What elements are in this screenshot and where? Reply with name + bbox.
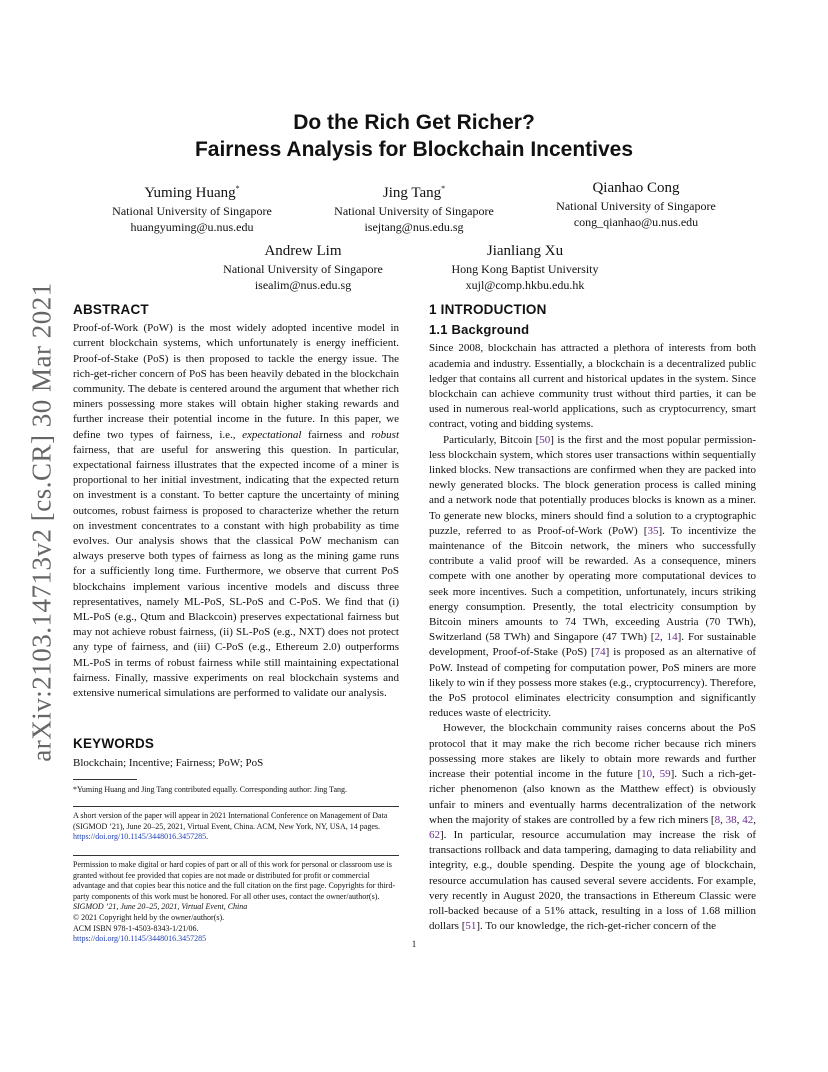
author-email: isejtang@nus.edu.sg bbox=[364, 220, 464, 234]
citation-link[interactable]: 8 bbox=[714, 813, 721, 826]
abstract-heading: ABSTRACT bbox=[73, 302, 149, 317]
citation-link[interactable]: 42 bbox=[742, 813, 754, 826]
abstract-text: Proof-of-Work (PoW) is the most widely adopted incentive model in current blockchain systems, which unfortunately is energy inefficient. Proof-of-Stake (PoS) is then proposed to tackle the energy issue. The rich-get-richer concern of PoS has been heavily debated in the blockchain community. The debate is centered around the argument that whether rich miners possessing more stakes will obtain higher staking rewards and further increase their potential income in the future. In this paper, we define two types of fairness, i.e., expectational fairness and robust fairness, that are useful for answering this question. In particular, expectational fairness illustrates that the expected income of a miner is proportional to her initial investment, indicating that the expected return on investment is a constant. To better capture the uncertainty of mining outcomes, robust fairness is proposed to characterize whether the return on investment concentrates to a constant with high probability as time evolves. Our analysis shows that the classical PoW mechanism can always preserve both types of fairness as long as the mining game runs for a sufficiently long time. Furthermore, we observe that current PoS blockchains implement various incentive models and discuss three representatives, namely ML-PoS, SL-PoS and C-PoS. We find that (i) ML-PoS (e.g., Qtum and Blackcoin) preserves expectational fairness but may not achieve robust fairness, (ii) SL-PoS (e.g., NXT) does not protect any type of fairness, and (iii) C-PoS (e.g., Ethereum 2.0) outperforms ML-PoS in terms of robust fairness while still maintaining expectational fairness. Finally, massive experiments on real blockchain systems and extensive numerical simulations are performed to validate our analysis. bbox=[73, 322, 400, 700]
divider bbox=[73, 806, 399, 807]
author-affiliation: Hong Kong Baptist University bbox=[451, 262, 599, 276]
author-affiliation: National University of Singapore bbox=[556, 199, 716, 213]
equal-contribution-mark: * bbox=[441, 184, 446, 193]
author-email: isealim@nus.edu.sg bbox=[254, 278, 352, 292]
author-name: Qianhao Cong bbox=[592, 180, 680, 196]
arxiv-sidebar bbox=[22, 282, 62, 762]
citation-link[interactable]: 38 bbox=[725, 813, 737, 826]
left-column bbox=[73, 302, 399, 701]
venue-line: SIGMOD ’21, June 20–25, 2021, Virtual Event, China bbox=[73, 902, 248, 912]
paper-title-line1: Do the Rich Get Richer? bbox=[293, 111, 535, 134]
keywords-heading: KEYWORDS bbox=[73, 736, 155, 751]
doi-link[interactable]: https://doi.org/10.1145/3448016.3457285 bbox=[73, 934, 207, 944]
author-name: Yuming Huang bbox=[144, 185, 236, 201]
author-affiliation: National University of Singapore bbox=[334, 204, 494, 218]
citation-link[interactable]: 62 bbox=[429, 828, 440, 841]
short-version-note: A short version of the paper will appear in 2021 International Conference on Management of Data (SIGMOD ’21), June 20–25, 2021, Virtual Event, China. ACM, New York, NY, USA, 14 pages. https://doi.org/10.1145/3448016.3457285. bbox=[73, 811, 388, 842]
copyright-line: © 2021 Copyright held by the owner/author(s). bbox=[73, 912, 225, 922]
arxiv-identifier: arXiv:2103.14713v2 [cs.CR] 30 Mar 2021 bbox=[26, 282, 57, 762]
citation-link[interactable]: 50 bbox=[539, 433, 551, 446]
intro-paragraph: However, the blockchain community raises concerns about the PoS protocol that it may make the rich become richer because rich miners possessing more stakes are likely to obtain more rewards and further increase their potential income in the future [10, 59]. Such a rich-get-richer phenomenon (also known as the Matthew effect) is obviously unfair to miners and eventually harms decentralization of the network when the majority of stakes are controlled by a few rich miners [8, 38, 42, 62]. In particular, resource accumulation may increase the risk of transactions rollback and data tampering, damaging to data reliability and integrity, e.g., double spending. Despite the young age of blockchain, resource accumulation has caused several severe accidents. For example, very recently in August 2020, the transactions in Ethereum Classic were roll-backed because of a 51% attack, resulting in a loss of 1.68 million dollars [51]. To our knowledge, the rich-get-richer concern of the bbox=[429, 722, 757, 933]
intro-paragraph: Since 2008, blockchain has attracted a plethora of interests from both academia and industry. Essentially, a blockchain is a decentralized public ledger that contains all current and historical updates in the system. Since blockchain can achieve community trust without third parties, it can be used in numerous real-world applications, such as cryptocurrency, smart contract, voting and bidding systems. bbox=[429, 342, 756, 431]
doi-link[interactable]: https://doi.org/10.1145/3448016.3457285 bbox=[73, 832, 207, 842]
right-column bbox=[429, 302, 756, 934]
permission-notice: Permission to make digital or hard copies of part or all of this work for personal or classroom use is granted without fee provided that copies are not made or distributed for profit or commercial advantage and that copies bear this notice and the full citation on the first page. Copyrights for third-party components of this work must be honored. For all other uses, contact the owner/author(s). SIGMOD ’21, June 20–25, 2021, Virtual Event, China © 2021 Copyright held by the owner/author(s). ACM ISBN 978-1-4503-8343-1/21/06. https://doi.org/10.1145/3448016.3457285 bbox=[73, 860, 399, 945]
author-name: Jianliang Xu bbox=[486, 243, 564, 259]
citation-link[interactable]: 14 bbox=[666, 631, 678, 644]
author-block bbox=[82, 179, 302, 235]
introduction-heading: 1 INTRODUCTION bbox=[429, 302, 547, 317]
paper-title-line2: Fairness Analysis for Blockchain Incentives bbox=[194, 138, 634, 161]
page-number: 1 bbox=[411, 939, 417, 949]
keywords-list: Blockchain; Incentive; Fairness; PoW; PoS bbox=[73, 757, 264, 769]
equal-contribution-footnote: *Yuming Huang and Jing Tang contributed equally. Corresponding author: Jing Tang. bbox=[73, 785, 348, 794]
equal-contribution-mark: * bbox=[235, 184, 240, 193]
author-block bbox=[193, 242, 413, 293]
citation-link[interactable]: 35 bbox=[647, 524, 659, 537]
author-block bbox=[304, 179, 524, 235]
author-block bbox=[526, 179, 746, 230]
author-affiliation: National University of Singapore bbox=[112, 204, 272, 218]
author-name: Jing Tang bbox=[382, 185, 442, 201]
background-heading: 1.1 Background bbox=[429, 322, 530, 338]
divider bbox=[73, 855, 399, 856]
citation-link[interactable]: 51 bbox=[465, 920, 477, 933]
author-email: cong_qianhao@u.nus.edu bbox=[573, 215, 699, 229]
intro-paragraph: Particularly, Bitcoin [50] is the first and the most popular permission-less blockchain system, which stores user transactions within sequentially linked blocks. New transactions are confirmed when they are packed into newly generated blocks. The block generation process is called mining and a network node that potentially produces blocks is known as a miner. To generate new blocks, miners should find a solution to a cryptographic puzzle, referred to as Proof-of-Work (PoW) [35]. To incentivize the maintenance of the Bitcoin network, the miners who successfully contribute a valid proof will be rewarded. As a consequence, miners compete with one another by operating more computational devices to seek more incentives. Such a competition, unfortunately, incurs striking energy consumption. Presently, the total electricity consumption by Bitcoin miners amounts to 74 TWh, exceeding Austria (70 TWh), Switzerland (58 TWh) and Singapore (47 TWh) [2, 14]. For sustainable development, Proof-of-Stake (PoS) [74] is proposed as an alternative of PoW. Instead of competing for computation power, PoS miners are more likely to win if they possess more stakes (e.g., cryptocurrency). Therefore, the PoS protocol eliminates electricity consumption and significantly reduces waste of electricity. bbox=[429, 433, 757, 720]
author-email: huangyuming@u.nus.edu bbox=[130, 220, 254, 234]
author-block bbox=[415, 242, 635, 293]
citation-link[interactable]: 59 bbox=[659, 768, 671, 781]
citation-link[interactable]: 74 bbox=[594, 646, 606, 659]
author-affiliation: National University of Singapore bbox=[223, 262, 383, 276]
citation-link[interactable]: 2 bbox=[654, 631, 660, 644]
author-name: Andrew Lim bbox=[264, 243, 342, 259]
author-email: xujl@comp.hkbu.edu.hk bbox=[465, 278, 585, 292]
footnote-rule bbox=[73, 779, 137, 780]
isbn-line: ACM ISBN 978-1-4503-8343-1/21/06. bbox=[73, 923, 199, 933]
citation-link[interactable]: 10 bbox=[641, 768, 653, 781]
